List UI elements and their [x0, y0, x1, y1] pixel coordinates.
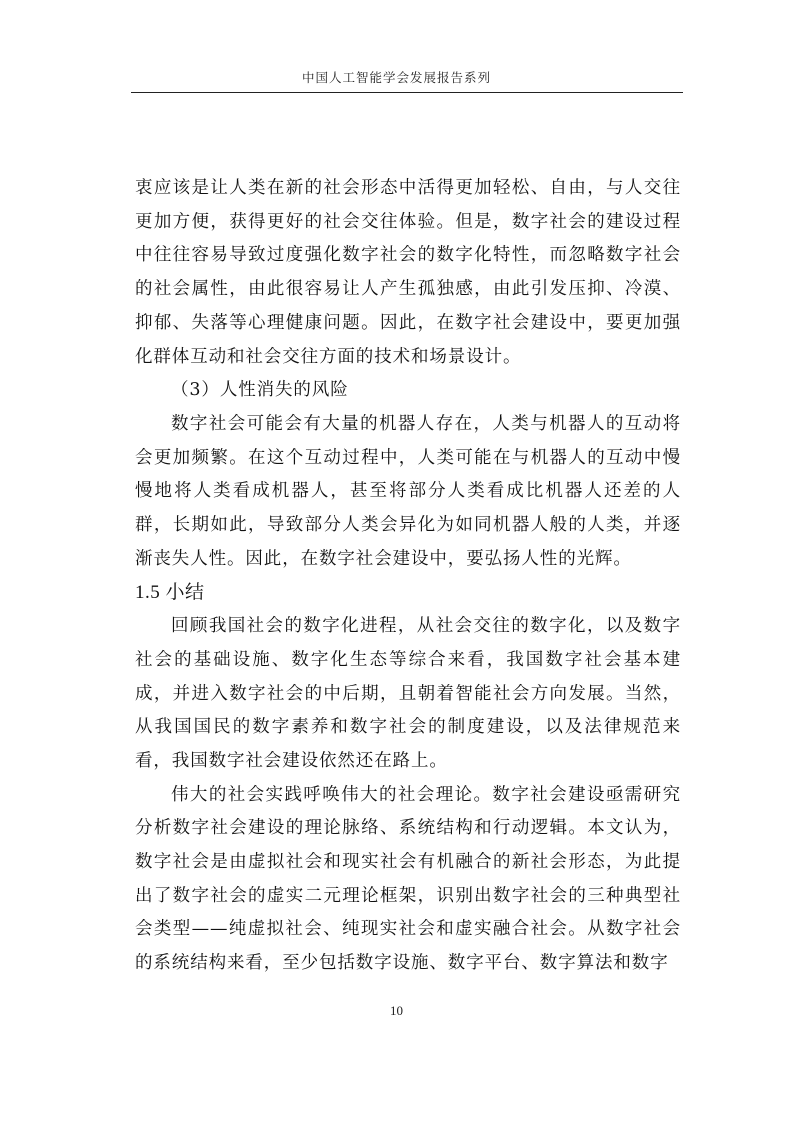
- page-number: 10: [390, 1003, 403, 1018]
- subheading-humanity-risk: （3）人性消失的风险: [171, 380, 349, 401]
- header-divider: [131, 92, 683, 93]
- paragraph-continued: 衷应该是让人类在新的社会形态中活得更加轻松、自由，与人交往更加方便，获得更好的社会交往体验。但是，数字社会的建设过程中往往容易导致过度强化数字社会的数字化特性，而忽略数字社会的社会属性，由此很容易让人产生孤独感，由此引发压抑、冷漠、抑郁、失落等心理健康问题。因此，在数字社会建设中，要更加强化群体互动和社会交往方面的技术和场景设计。: [135, 178, 681, 367]
- page-body: [135, 172, 681, 981]
- section-title-summary: 1.5 小结: [135, 582, 205, 604]
- paragraph-summary-2: 伟大的社会实践呼唤伟大的社会理论。数字社会建设亟需研究分析数字社会建设的理论脉络、系统结构和行动逻辑。本文认为，数字社会是由虚拟社会和现实社会有机融合的新社会形态，为此提出了数字社会的虚实二元理论框架，识别出数字社会的三种典型社会类型——纯虚拟社会、纯现实社会和虚实融合社会。从数字社会的系统结构来看，至少包括数字设施、数字平台、数字算法和数字: [135, 784, 681, 974]
- running-header: 中国人工智能学会发展报告系列: [301, 70, 491, 85]
- paragraph-summary-1: 回顾我国社会的数字化进程，从社会交往的数字化，以及数字社会的基础设施、数字化生态等综合来看，我国数字社会基本建成，并进入数字社会的中后期，且朝着智能社会方向发展。当然，从我国国民的数字素养和数字社会的制度建设，以及法律规范来看，我国数字社会建设依然还在路上。: [135, 616, 681, 771]
- paragraph-humanity-risk: 数字社会可能会有大量的机器人存在，人类与机器人的互动将会更加频繁。在这个互动过程中，人类可能在与机器人的互动中慢慢地将人类看成机器人，甚至将部分人类看成比机器人还差的人群，长期如此，导致部分人类会异化为如同机器人般的人类，并逐渐丧失人性。因此，在数字社会建设中，要弘扬人性的光辉。: [135, 413, 681, 569]
